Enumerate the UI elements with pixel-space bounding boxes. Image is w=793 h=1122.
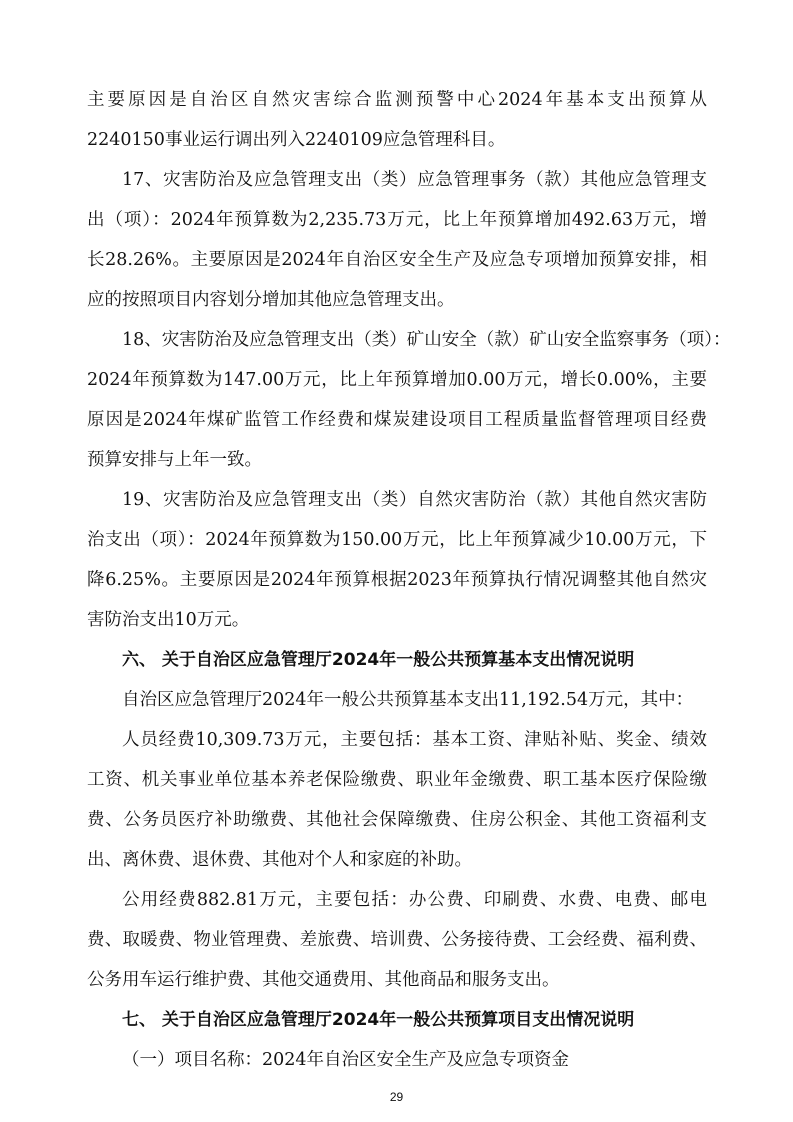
paragraph-line: 原因是2024年煤矿监管工作经费和煤炭建设项目工程质量监督管理项目经费 [87, 410, 707, 430]
paragraph-line: 应的按照项目内容划分增加其他应急管理支出。 [87, 290, 455, 310]
paragraph-line: 降6.25%。主要原因是2024年预算根据2023年预算执行情况调整其他自然灾 [87, 570, 707, 590]
paragraph-line: （一）项目名称：2024年自治区安全生产及应急专项资金 [122, 1050, 570, 1070]
paragraph-line: 治支出（项）：2024年预算数为150.00万元，比上年预算减少10.00万元，下 [87, 530, 707, 550]
paragraph-line: 费、取暖费、物业管理费、差旅费、培训费、公务接待费、工会经费、福利费、 [87, 930, 707, 950]
page-number: 29 [389, 1090, 404, 1104]
paragraph-line: 公用经费882.81万元，主要包括：办公费、印刷费、水费、电费、邮电 [122, 890, 707, 910]
paragraph-line: 费、公务员医疗补助缴费、其他社会保障缴费、住房公积金、其他工资福利支 [87, 810, 707, 830]
paragraph-line: 长28.26%。主要原因是2024年自治区安全生产及应急专项增加预算安排，相 [87, 250, 707, 270]
paragraph-line: 出（项）：2024年预算数为2,235.73万元，比上年预算增加492.63万元，增 [87, 210, 707, 230]
paragraph-line: 2240150事业运行调出列入2240109应急管理科目。 [87, 130, 506, 150]
paragraph-line: 自治区应急管理厅2024年一般公共预算基本支出11,192.54万元，其中： [122, 690, 694, 710]
paragraph-line: 害防治支出10万元。 [87, 610, 250, 630]
paragraph-line: 18、灾害防治及应急管理支出（类）矿山安全（款）矿山安全监察事务（项）： [122, 330, 731, 350]
paragraph-line: 人员经费10,309.73万元，主要包括：基本工资、津贴补贴、奖金、绩效 [122, 730, 707, 750]
paragraph-line: 19、灾害防治及应急管理支出（类）自然灾害防治（款）其他自然灾害防 [122, 490, 707, 510]
paragraph-line: 预算安排与上年一致。 [87, 450, 262, 470]
paragraph-line: 主要原因是自治区自然灾害综合监测预警中心2024年基本支出预算从 [87, 90, 707, 110]
paragraph-line: 2024年预算数为147.00万元，比上年预算增加0.00万元，增长0.00%，主要 [87, 370, 707, 390]
section-heading-6: 六、 关于自治区应急管理厅2024年一般公共预算基本支出情况说明 [122, 650, 635, 670]
paragraph-line: 公务用车运行维护费、其他交通费用、其他商品和服务支出。 [87, 970, 560, 990]
paragraph-line: 出、离休费、退休费、其他对个人和家庭的补助。 [87, 850, 472, 870]
paragraph-line: 17、灾害防治及应急管理支出（类）应急管理事务（款）其他应急管理支 [122, 170, 707, 190]
paragraph-line: 工资、机关事业单位基本养老保险缴费、职业年金缴费、职工基本医疗保险缴 [87, 770, 707, 790]
section-heading-7: 七、 关于自治区应急管理厅2024年一般公共预算项目支出情况说明 [122, 1010, 635, 1030]
